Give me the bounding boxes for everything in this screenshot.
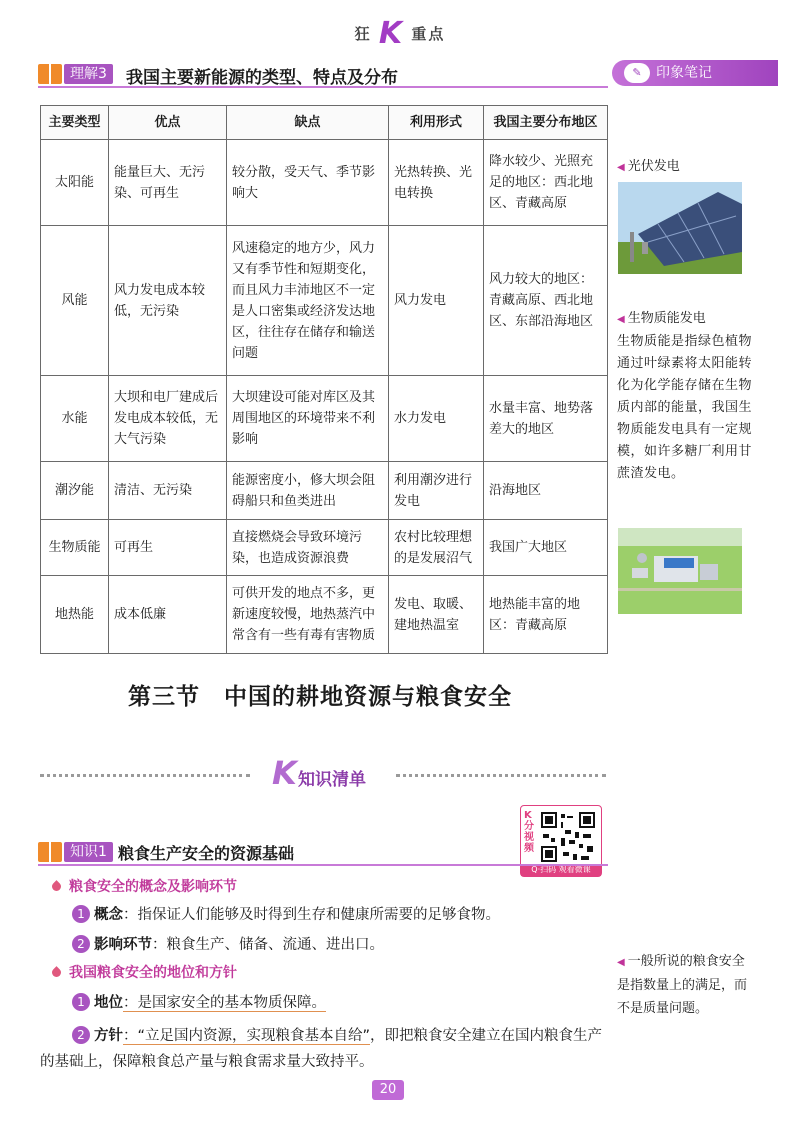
item-text: ：是国家安全的基本物质保障。 — [123, 995, 326, 1011]
leaf-bullet-icon — [50, 966, 63, 979]
table-cell: 水力发电 — [389, 376, 484, 462]
column-header: 利用形式 — [389, 106, 484, 140]
section-tag: 理解3 — [64, 64, 113, 84]
list-item — [72, 902, 500, 928]
side-note-pv — [617, 156, 680, 179]
column-header: 缺点 — [227, 106, 389, 140]
divider — [396, 774, 606, 777]
number-badge: 2 — [72, 935, 90, 953]
item-text: ，即把粮食安全建立在国内粮食生产的基础上，保障粮食总产量与粮食需求量大致持平。 — [40, 1028, 603, 1070]
pointer-arrow-icon: ◀ — [617, 162, 625, 173]
notes-tab — [612, 60, 778, 86]
list-item-policy — [40, 1023, 610, 1075]
page-number: 20 — [372, 1080, 404, 1100]
table-cell: 潮汐能 — [41, 462, 109, 520]
qr-video-box[interactable] — [520, 805, 602, 877]
section-title: 粮食生产安全的资源基础 — [118, 844, 295, 863]
table-cell: 风速稳定的地方少，风力又有季节性和短期变化，而且风力丰沛地区不一定是人口密集或经济发达地区，往往存在储存和输送问题 — [227, 226, 389, 376]
chapter-title: 第三节 中国的耕地资源与粮食安全 — [128, 683, 512, 710]
pointer-arrow-icon: ◀ — [617, 957, 625, 968]
qr-side-text: K分视频 — [524, 810, 534, 854]
table-cell: 较分散，受天气、季节影响大 — [227, 140, 389, 226]
pv-label: 光伏发电 — [627, 159, 680, 174]
table-cell: 大坝建设可能对库区及其周围地区的环境带来不利影响 — [227, 376, 389, 462]
brand-k-logo: K — [378, 16, 405, 51]
column-header: 主要类型 — [41, 106, 109, 140]
book-icon — [38, 64, 62, 84]
side-note-bio — [617, 308, 757, 485]
item-quote: ：“立足国内资源，实现粮食基本自给” — [123, 1028, 371, 1044]
list-item — [72, 990, 326, 1016]
table-cell: 风力发电成本较低，无污染 — [109, 226, 227, 376]
book-icon — [38, 842, 62, 862]
energy-table — [40, 105, 608, 654]
food-note-text: 一般所说的粮食安全是指数量上的满足，而不是质量问题。 — [617, 954, 748, 1016]
column-header: 我国主要分布地区 — [484, 106, 608, 140]
side-note-food-security — [617, 950, 747, 1020]
knowledge-list-banner — [40, 754, 606, 792]
table-cell: 地热能 — [41, 576, 109, 654]
table-cell: 风力发电 — [389, 226, 484, 376]
table-cell: 成本低廉 — [109, 576, 227, 654]
biomass-plant-photo — [618, 528, 742, 614]
table-row — [41, 140, 608, 226]
pointer-arrow-icon: ◀ — [617, 314, 625, 325]
item-label: 地位 — [94, 995, 123, 1011]
brand-left-text: 狂 — [354, 25, 372, 43]
table-cell: 水量丰富、地势落差大的地区 — [484, 376, 608, 462]
column-header: 优点 — [109, 106, 227, 140]
number-badge: 1 — [72, 905, 90, 923]
table-cell: 风能 — [41, 226, 109, 376]
table-cell: 能量巨大、无污染、可再生 — [109, 140, 227, 226]
solar-panel-photo — [618, 182, 742, 274]
table-cell: 水能 — [41, 376, 109, 462]
subheading-text: 我国粮食安全的地位和方针 — [69, 965, 237, 981]
item-text: ：粮食生产、储备、流通、进出口。 — [152, 937, 384, 953]
divider — [40, 774, 250, 777]
table-cell: 生物质能 — [41, 520, 109, 576]
subheading-food-security-concept — [52, 876, 237, 896]
item-text: ：指保证人们能够及时得到生存和健康所需要的足够食物。 — [123, 907, 500, 923]
section-header-understanding-3 — [38, 64, 608, 88]
number-badge: 2 — [72, 1026, 90, 1044]
notes-tab-label: 印象笔记 — [656, 65, 712, 81]
table-header-row — [41, 106, 608, 140]
table-cell: 可供开发的地点不多，更新速度较慢，地热蒸汽中常含有一些有毒有害物质 — [227, 576, 389, 654]
bio-text: 生物质能是指绿色植物通过叶绿素将太阳能转化为化学能存储在生物质内部的能量，我国生物质能发电具有一定规模，如许多糖厂利用甘蔗渣发电。 — [617, 334, 753, 481]
table-cell: 我国广大地区 — [484, 520, 608, 576]
item-label: 方针 — [94, 1028, 123, 1044]
subheading-food-security-status — [52, 962, 237, 982]
table-cell: 太阳能 — [41, 140, 109, 226]
section-title: 我国主要新能源的类型、特点及分布 — [126, 68, 398, 88]
table-cell: 大坝和电厂建成后发电成本较低，无大气污染 — [109, 376, 227, 462]
notes-icon: ✎ — [624, 63, 650, 83]
knowledge-list-label — [272, 754, 392, 792]
item-label: 影响环节 — [94, 937, 152, 953]
table-cell: 利用潮汐进行发电 — [389, 462, 484, 520]
section-header-knowledge-1 — [38, 842, 608, 866]
table-cell: 地热能丰富的地区：青藏高原 — [484, 576, 608, 654]
table-cell: 风力较大的地区：青藏高原、西北地区、东部沿海地区 — [484, 226, 608, 376]
table-cell: 发电、取暖、建地热温室 — [389, 576, 484, 654]
number-badge: 1 — [72, 993, 90, 1011]
bio-label: 生物质能发电 — [627, 311, 706, 326]
table-row — [41, 226, 608, 376]
table-cell: 可再生 — [109, 520, 227, 576]
table-row — [41, 462, 608, 520]
leaf-bullet-icon — [50, 880, 63, 893]
table-row — [41, 376, 608, 462]
qr-caption: Q·扫码 观看微课 — [521, 864, 601, 876]
table-cell: 直接燃烧会导致环境污染，也造成资源浪费 — [227, 520, 389, 576]
table-cell: 沿海地区 — [484, 462, 608, 520]
knowledge-list-text: 知识清单 — [298, 770, 366, 790]
list-item — [72, 932, 384, 958]
table-cell: 清洁、无污染 — [109, 462, 227, 520]
table-cell: 降水较少、光照充足的地区：西北地区、青藏高原 — [484, 140, 608, 226]
k-logo: K — [272, 754, 297, 792]
brand-right-text: 重点 — [411, 25, 446, 43]
table-cell: 能源密度小，修大坝会阻碍船只和鱼类进出 — [227, 462, 389, 520]
table-row — [41, 576, 608, 654]
page-brand — [0, 16, 800, 51]
table-cell: 光热转换、光电转换 — [389, 140, 484, 226]
table-row — [41, 520, 608, 576]
subheading-text: 粮食安全的概念及影响环节 — [69, 879, 237, 895]
item-label: 概念 — [94, 907, 123, 923]
table-cell: 农村比较理想的是发展沼气 — [389, 520, 484, 576]
section-tag: 知识1 — [64, 842, 113, 862]
